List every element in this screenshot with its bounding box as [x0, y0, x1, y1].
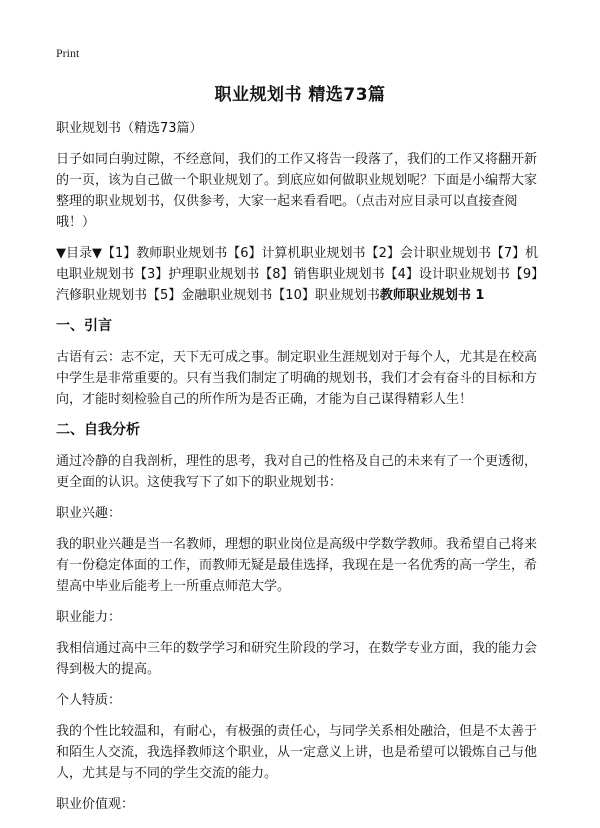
- toc-link-10[interactable]: 【10】职业规划书: [272, 288, 380, 303]
- toc-link-1[interactable]: 【1】教师职业规划书: [102, 246, 228, 261]
- interest-paragraph: 我的职业兴趣是当一名教师，理想的职业岗位是高级中学数学教师。我希望自己将来有一份稳定体面的工作，而教师无疑是最佳选择，我现在是一名优秀的高一学生，希望高中毕业后能考上一所重点师范大学。: [56, 537, 538, 594]
- trait-label: 个人特质：: [56, 693, 122, 708]
- toc-prefix: ▼目录▼: [56, 246, 102, 261]
- toc-link-9[interactable]: 【9】汽修职业规划书: [56, 267, 545, 303]
- toc-link-8[interactable]: 【8】销售职业规划书: [259, 267, 385, 282]
- document-subtitle: 职业规划书（精选73篇）: [56, 121, 203, 136]
- toc-link-5[interactable]: 【5】金融职业规划书: [147, 288, 273, 303]
- value-label: 职业价值观：: [56, 797, 135, 812]
- self-analysis-paragraph: 通过冷静的自我剖析，理性的思考，我对自己的性格及自己的未来有了一个更透彻，更全面的认识。这使我写下了如下的职业规划书：: [56, 454, 538, 490]
- trait-paragraph: 我的个性比较温和，有耐心，有极强的责任心，与同学关系相处融洽，但是不太善于和陌生人交流，我选择教师这个职业，从一定意义上讲，也是希望可以锻炼自己与他人，尤其是与不同的学生交流的能力。: [56, 724, 538, 781]
- section-title-teacher-plan: 教师职业规划书 1: [379, 288, 485, 303]
- ability-paragraph: 我相信通过高中三年的数学学习和研究生阶段的学习，在数学专业方面，我的能力会得到极大的提高。: [56, 641, 538, 677]
- intro-paragraph: 日子如同白驹过隙，不经意间，我们的工作又将告一段落了，我们的工作又将翻开新的一页，该为自己做一个职业规划了。到底应如何做职业规划呢？下面是小编帮大家整理的职业规划书，仅供参考，大家一起来看看吧。（点击对应目录可以直接查阅哦！）: [56, 152, 538, 230]
- page-title: 职业规划书 精选73篇: [214, 85, 386, 105]
- document-body: [56, 118, 548, 825]
- section-heading-self-analysis: 二、自我分析: [56, 422, 140, 438]
- ability-label: 职业能力：: [56, 610, 122, 625]
- interest-label: 职业兴趣：: [56, 506, 122, 521]
- section-heading-introduction: 一、引言: [56, 318, 112, 334]
- print-label: Print: [56, 46, 80, 60]
- table-of-contents: [56, 243, 548, 306]
- introduction-paragraph: 古语有云：志不定，天下无可成之事。制定职业生涯规划对于每个人，尤其是在校高中学生是非常重要的。只有当我们制定了明确的规划书，我们才会有奋斗的目标和方向，才能时刻检验自己的所作所为是否正确，才能为自己谋得精彩人生！: [56, 350, 538, 407]
- toc-link-2[interactable]: 【2】会计职业规划书: [365, 246, 491, 261]
- toc-link-4[interactable]: 【4】设计职业规划书: [384, 267, 510, 282]
- toc-link-6[interactable]: 【6】计算机职业规划书: [227, 246, 366, 261]
- toc-link-7[interactable]: 【7】机电职业规划书: [56, 246, 539, 282]
- toc-link-3[interactable]: 【3】护理职业规划书: [134, 267, 260, 282]
